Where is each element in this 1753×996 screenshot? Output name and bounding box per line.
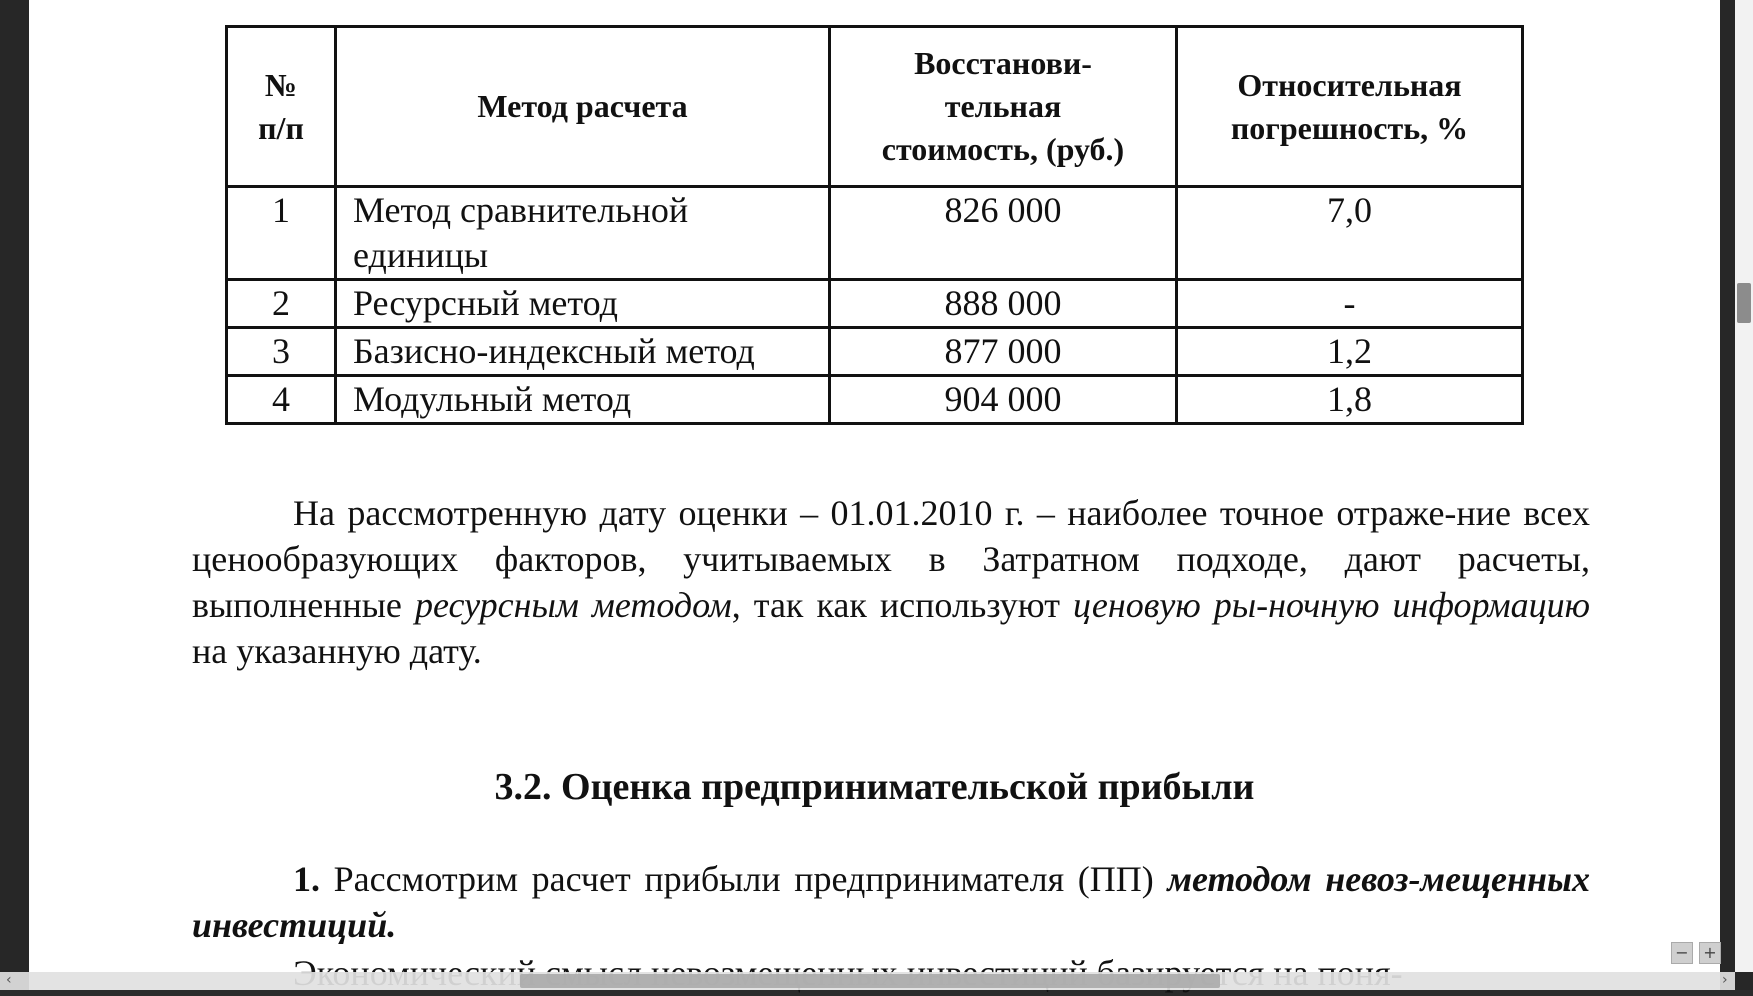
section-heading: 3.2. Оценка предпринимательской прибыли — [494, 766, 1255, 808]
row-method: Метод сравнительной единицы — [336, 187, 830, 280]
left-window-edge — [0, 0, 29, 990]
zoom-out-button[interactable]: − — [1671, 942, 1693, 964]
row-cost: 888 000 — [830, 280, 1177, 328]
conclusion-paragraph: На рассмотренную дату оценки – 01.01.2010 г. – наиболее точное отраже-ние всех ценообразующих факторов, учитываемых в Затратном подходе, дают расчеты, выполненные ресурсным методом, так как используют ценовую ры-ночную информацию на указанную дату. — [192, 493, 1591, 671]
row-cost: 826 000 — [830, 187, 1177, 280]
scroll-right-arrow-icon[interactable]: › — [1722, 972, 1728, 988]
header-error: Относительная погрешность, % — [1177, 27, 1523, 187]
vertical-scrollbar-thumb[interactable] — [1737, 283, 1751, 323]
row-number: 1 — [227, 187, 336, 280]
row-number: 3 — [227, 328, 336, 376]
methods-table — [225, 25, 1524, 425]
header-method: Метод расчета — [336, 27, 830, 187]
row-method: Ресурсный метод — [336, 280, 830, 328]
table-row — [227, 280, 1523, 328]
table-row — [227, 187, 1523, 280]
list-number: 1. — [293, 859, 320, 899]
row-number: 2 — [227, 280, 336, 328]
emphasis-market-info: ценовую ры-ночную информацию — [1073, 585, 1591, 625]
method-paragraph: 1. Рассмотрим расчет прибыли предпринимателя (ПП) методом невоз-мещенных инвестиций. — [192, 859, 1590, 945]
row-cost: 877 000 — [830, 328, 1177, 376]
emphasis-resource-method: ресурсным методом — [414, 585, 732, 625]
table-row — [227, 376, 1523, 424]
row-method: Модульный метод — [336, 376, 830, 424]
row-error: 7,0 — [1177, 187, 1523, 280]
row-number: 4 — [227, 376, 336, 424]
document-page — [29, 0, 1720, 990]
scroll-left-arrow-icon[interactable]: ‹ — [6, 972, 12, 988]
header-cost: Восстанови- тельная стоимость, (руб.) — [830, 27, 1177, 187]
row-cost: 904 000 — [830, 376, 1177, 424]
row-error: - — [1177, 280, 1523, 328]
row-error: 1,2 — [1177, 328, 1523, 376]
vertical-scrollbar[interactable] — [1735, 0, 1753, 972]
row-error: 1,8 — [1177, 376, 1523, 424]
zoom-in-button[interactable]: + — [1699, 942, 1721, 964]
header-number: № п/п — [227, 27, 336, 187]
horizontal-scrollbar-thumb[interactable] — [520, 974, 1220, 988]
emphasis-method-name: методом невоз-мещенных инвестиций. — [192, 859, 1590, 945]
table-header-row — [227, 27, 1523, 187]
table-row — [227, 328, 1523, 376]
row-method: Базисно-индексный метод — [336, 328, 830, 376]
